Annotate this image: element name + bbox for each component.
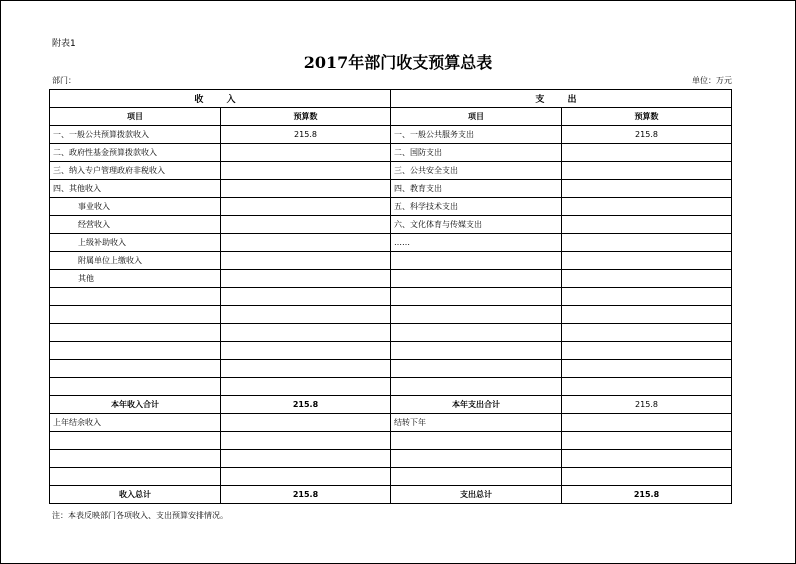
expense-value xyxy=(562,198,732,216)
expense-grand-total-label: 支出总计 xyxy=(391,486,562,504)
expense-item-header: 项目 xyxy=(391,108,562,126)
year-expense-total-label: 本年支出合计 xyxy=(391,396,562,414)
expense-item: 一、一般公共服务支出 xyxy=(391,126,562,144)
income-value xyxy=(221,270,391,288)
income-item: 四、其他收入 xyxy=(50,180,221,198)
budget-table xyxy=(49,89,732,504)
expense-item xyxy=(391,342,562,360)
footnote: 注：本表反映部门各项收入、支出预算安排情况。 xyxy=(52,511,228,520)
carryover-row xyxy=(50,414,732,432)
income-value: 215.8 xyxy=(221,126,391,144)
expense-section-header: 支 出 xyxy=(391,90,732,108)
income-budget-header: 预算数 xyxy=(221,108,391,126)
unit-label: 单位：万元 xyxy=(692,76,732,85)
expense-value xyxy=(562,306,732,324)
expense-value xyxy=(562,180,732,198)
expense-value xyxy=(562,360,732,378)
income-item: 二、政府性基金预算拨款收入 xyxy=(50,144,221,162)
income-item xyxy=(50,306,221,324)
income-value xyxy=(221,180,391,198)
income-item xyxy=(50,342,221,360)
table-row xyxy=(50,306,732,324)
table-row xyxy=(50,216,732,234)
income-value xyxy=(221,162,391,180)
income-item xyxy=(50,378,221,396)
expense-budget-header: 预算数 xyxy=(562,108,732,126)
income-value xyxy=(221,198,391,216)
table-row xyxy=(50,234,732,252)
expense-item: 五、科学技术支出 xyxy=(391,198,562,216)
income-value xyxy=(221,360,391,378)
expense-item xyxy=(391,288,562,306)
income-item: 其他 xyxy=(50,270,221,288)
expense-value xyxy=(562,342,732,360)
table-row xyxy=(50,468,732,486)
expense-item xyxy=(391,378,562,396)
income-value xyxy=(221,216,391,234)
income-value xyxy=(221,324,391,342)
income-item xyxy=(50,360,221,378)
expense-value xyxy=(562,378,732,396)
expense-value: 215.8 xyxy=(562,126,732,144)
income-grand-total-label: 收入总计 xyxy=(50,486,221,504)
expense-grand-total-value: 215.8 xyxy=(562,486,732,504)
income-value xyxy=(221,342,391,360)
expense-value xyxy=(562,162,732,180)
attachment-label: 附表1 xyxy=(52,39,76,49)
expense-item xyxy=(391,360,562,378)
table-row xyxy=(50,450,732,468)
grand-total-row xyxy=(50,486,732,504)
table-row xyxy=(50,270,732,288)
income-value xyxy=(221,288,391,306)
expense-item: 六、文化体育与传媒支出 xyxy=(391,216,562,234)
table-row xyxy=(50,144,732,162)
expense-item xyxy=(391,270,562,288)
table-row xyxy=(50,180,732,198)
expense-item xyxy=(391,324,562,342)
expense-item: 四、教育支出 xyxy=(391,180,562,198)
year-income-total-value: 215.8 xyxy=(221,396,391,414)
income-item: 附属单位上缴收入 xyxy=(50,252,221,270)
expense-value xyxy=(562,324,732,342)
table-row xyxy=(50,432,732,450)
table-row xyxy=(50,198,732,216)
table-row xyxy=(50,288,732,306)
expense-value xyxy=(562,270,732,288)
year-income-total-label: 本年收入合计 xyxy=(50,396,221,414)
table-row xyxy=(50,162,732,180)
expense-item: 二、国防支出 xyxy=(391,144,562,162)
expense-value xyxy=(562,216,732,234)
carryover-expense-value xyxy=(562,414,732,432)
department-label: 部门： xyxy=(52,76,76,85)
income-item: 上级补助收入 xyxy=(50,234,221,252)
income-value xyxy=(221,234,391,252)
carryover-income-value xyxy=(221,414,391,432)
carryover-expense-label: 结转下年 xyxy=(391,414,562,432)
expense-item: …… xyxy=(391,234,562,252)
expense-value xyxy=(562,288,732,306)
income-value xyxy=(221,306,391,324)
table-row xyxy=(50,126,732,144)
year-total-row xyxy=(50,396,732,414)
page-title: 2017年部门收支预算总表 xyxy=(303,53,493,72)
income-value xyxy=(221,144,391,162)
table-row xyxy=(50,324,732,342)
income-item: 一、一般公共预算拨款收入 xyxy=(50,126,221,144)
income-section-header: 收 入 xyxy=(50,90,391,108)
income-value xyxy=(221,378,391,396)
expense-item xyxy=(391,252,562,270)
income-item-header: 项目 xyxy=(50,108,221,126)
expense-item: 三、公共安全支出 xyxy=(391,162,562,180)
table-row xyxy=(50,342,732,360)
income-item: 经营收入 xyxy=(50,216,221,234)
year-expense-total-value: 215.8 xyxy=(562,396,732,414)
income-value xyxy=(221,252,391,270)
expense-value xyxy=(562,252,732,270)
income-item: 三、纳入专户管理政府非税收入 xyxy=(50,162,221,180)
table-row xyxy=(50,360,732,378)
table-row xyxy=(50,378,732,396)
income-item xyxy=(50,324,221,342)
carryover-income-label: 上年结余收入 xyxy=(50,414,221,432)
income-item: 事业收入 xyxy=(50,198,221,216)
expense-value xyxy=(562,234,732,252)
expense-value xyxy=(562,144,732,162)
table-row xyxy=(50,252,732,270)
income-grand-total-value: 215.8 xyxy=(221,486,391,504)
expense-item xyxy=(391,306,562,324)
income-item xyxy=(50,288,221,306)
